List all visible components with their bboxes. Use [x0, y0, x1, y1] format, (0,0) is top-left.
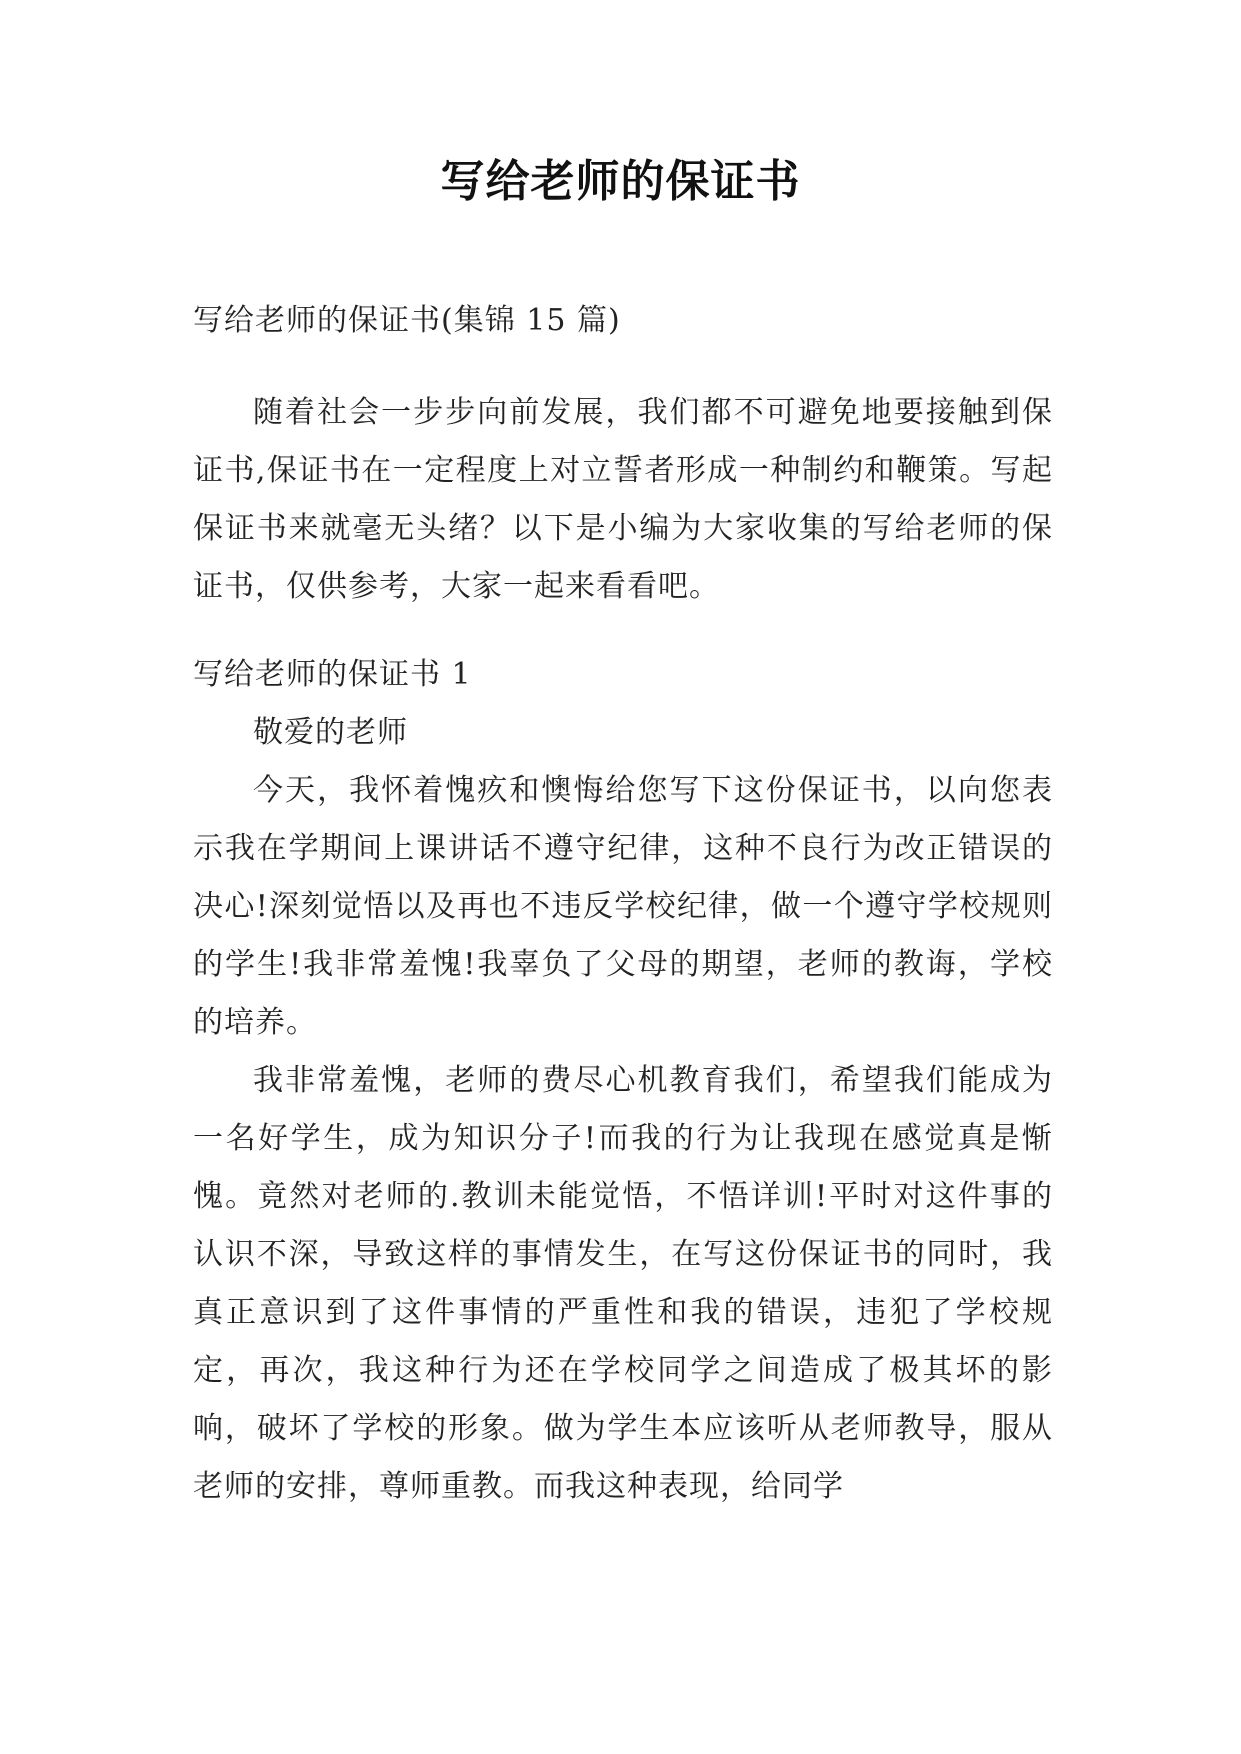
- document-title: 写给老师的保证书: [440, 156, 801, 207]
- intro-paragraph: 随着社会一步步向前发展，我们都不可避免地要接触到保证书,保证书在一定程度上对立誓者形成一种制约和鞭策。写起保证书来就毫无头绪？以下是小编为大家收集的写给老师的保证书，仅供参考，大家一起来看看吧。: [193, 395, 1053, 604]
- document-body: [193, 292, 1053, 1516]
- section-heading: 写给老师的保证书 1: [193, 657, 472, 692]
- spacer: [193, 350, 1053, 384]
- salutation: 敬爱的老师: [253, 715, 408, 750]
- spacer: [193, 616, 1053, 646]
- body-paragraph-1: 今天，我怀着愧疚和懊悔给您写下这份保证书，以向您表示我在学期间上课讲话不遵守纪律，这种不良行为改正错误的决心!深刻觉悟以及再也不违反学校纪律，做一个遵守学校规则的学生!我非常羞愧!我辜负了父母的期望，老师的教诲，学校的培养。: [193, 773, 1053, 1040]
- body-paragraph-2: 我非常羞愧，老师的费尽心机教育我们，希望我们能成为一名好学生，成为知识分子!而我的行为让我现在感觉真是惭愧。竟然对老师的.教训未能觉悟，不悟详训!平时对这件事的认识不深，导致这样的事情发生，在写这份保证书的同时，我真正意识到了这件事情的严重性和我的错误，违犯了学校规定，再次，我这种行为还在学校同学之间造成了极其坏的影响，破坏了学校的形象。做为学生本应该听从老师教导，服从老师的安排，尊师重教。而我这种表现，给同学: [193, 1063, 1053, 1504]
- document-subtitle: 写给老师的保证书(集锦 15 篇): [193, 303, 621, 338]
